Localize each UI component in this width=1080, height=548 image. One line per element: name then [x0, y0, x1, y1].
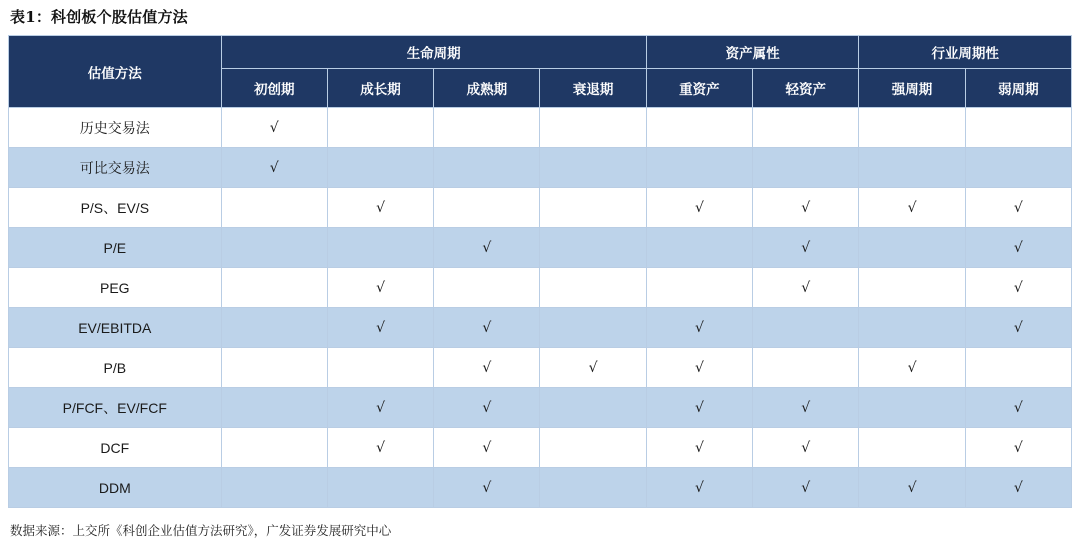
cell-empty	[965, 108, 1071, 148]
cell-check: √	[753, 228, 859, 268]
cell-check: √	[646, 308, 752, 348]
cell-empty	[753, 148, 859, 188]
cell-check: √	[753, 388, 859, 428]
cell-empty	[327, 108, 433, 148]
table-header-group-row	[9, 36, 1072, 69]
cell-empty	[965, 348, 1071, 388]
cell-empty	[221, 308, 327, 348]
cell-check: √	[965, 468, 1071, 508]
cell-empty	[540, 108, 646, 148]
cell-empty	[859, 308, 965, 348]
cell-check: √	[327, 308, 433, 348]
row-label: DCF	[9, 428, 222, 468]
row-label: P/FCF、EV/FCF	[9, 388, 222, 428]
cell-empty	[327, 148, 433, 188]
cell-check: √	[859, 188, 965, 228]
table-row	[9, 308, 1072, 348]
cell-empty	[540, 228, 646, 268]
cell-check: √	[434, 428, 540, 468]
cell-empty	[753, 308, 859, 348]
cell-check: √	[859, 348, 965, 388]
cell-empty	[540, 468, 646, 508]
document-page	[0, 6, 1080, 548]
cell-check: √	[327, 388, 433, 428]
header-growth-stage: 成长期	[327, 69, 433, 108]
cell-check: √	[327, 428, 433, 468]
table-row	[9, 148, 1072, 188]
table-header	[9, 36, 1072, 108]
table-row	[9, 348, 1072, 388]
cell-check: √	[434, 388, 540, 428]
header-valuation-method: 估值方法	[9, 36, 222, 108]
cell-check: √	[753, 468, 859, 508]
row-label: P/E	[9, 228, 222, 268]
cell-empty	[434, 268, 540, 308]
table-caption: 表1：科创板个股估值方法	[10, 8, 188, 26]
cell-check: √	[859, 468, 965, 508]
header-heavy-asset: 重资产	[646, 69, 752, 108]
cell-check: √	[646, 388, 752, 428]
cell-empty	[327, 228, 433, 268]
cell-empty	[859, 108, 965, 148]
header-group-lifecycle: 生命周期	[221, 36, 646, 69]
cell-check: √	[965, 228, 1071, 268]
cell-check: √	[965, 428, 1071, 468]
cell-empty	[646, 228, 752, 268]
cell-check: √	[327, 268, 433, 308]
cell-empty	[221, 228, 327, 268]
cell-check: √	[434, 348, 540, 388]
cell-check: √	[540, 348, 646, 388]
source-note: 数据来源：上交所《科创企业估值方法研究》，广发证券发展研究中心	[10, 523, 392, 538]
row-label: DDM	[9, 468, 222, 508]
cell-check: √	[221, 108, 327, 148]
cell-empty	[859, 228, 965, 268]
cell-empty	[859, 428, 965, 468]
cell-check: √	[646, 468, 752, 508]
header-strong-cycle: 强周期	[859, 69, 965, 108]
table-row	[9, 428, 1072, 468]
valuation-method-table	[8, 35, 1072, 508]
cell-empty	[221, 188, 327, 228]
cell-empty	[221, 468, 327, 508]
cell-empty	[753, 108, 859, 148]
cell-empty	[540, 268, 646, 308]
cell-empty	[327, 348, 433, 388]
table-row	[9, 268, 1072, 308]
table-body	[9, 108, 1072, 508]
cell-check: √	[753, 428, 859, 468]
table-row	[9, 228, 1072, 268]
row-label: 历史交易法	[9, 108, 222, 148]
cell-empty	[221, 348, 327, 388]
cell-check: √	[965, 268, 1071, 308]
row-label: P/S、EV/S	[9, 188, 222, 228]
cell-empty	[540, 428, 646, 468]
cell-check: √	[646, 188, 752, 228]
cell-check: √	[434, 308, 540, 348]
row-label: EV/EBITDA	[9, 308, 222, 348]
table-row	[9, 468, 1072, 508]
cell-empty	[434, 188, 540, 228]
header-mature-stage: 成熟期	[434, 69, 540, 108]
cell-empty	[859, 268, 965, 308]
cell-check: √	[965, 308, 1071, 348]
cell-empty	[221, 428, 327, 468]
row-label: 可比交易法	[9, 148, 222, 188]
cell-empty	[859, 148, 965, 188]
cell-check: √	[965, 388, 1071, 428]
row-label: PEG	[9, 268, 222, 308]
cell-empty	[540, 148, 646, 188]
cell-empty	[646, 268, 752, 308]
cell-check: √	[646, 428, 752, 468]
cell-check: √	[965, 188, 1071, 228]
cell-empty	[540, 188, 646, 228]
cell-empty	[434, 108, 540, 148]
cell-check: √	[434, 468, 540, 508]
header-startup-stage: 初创期	[221, 69, 327, 108]
table-row	[9, 388, 1072, 428]
row-label: P/B	[9, 348, 222, 388]
table-row	[9, 188, 1072, 228]
cell-empty	[540, 308, 646, 348]
cell-check: √	[753, 188, 859, 228]
cell-check: √	[327, 188, 433, 228]
header-group-industry-cyclicality: 行业周期性	[859, 36, 1072, 69]
cell-empty	[859, 388, 965, 428]
cell-empty	[646, 108, 752, 148]
cell-empty	[753, 348, 859, 388]
cell-empty	[221, 388, 327, 428]
cell-check: √	[753, 268, 859, 308]
cell-check: √	[221, 148, 327, 188]
header-decline-stage: 衰退期	[540, 69, 646, 108]
header-light-asset: 轻资产	[753, 69, 859, 108]
cell-empty	[434, 148, 540, 188]
cell-empty	[646, 148, 752, 188]
table-row	[9, 108, 1072, 148]
cell-empty	[221, 268, 327, 308]
header-group-asset-attribute: 资产属性	[646, 36, 859, 69]
cell-empty	[965, 148, 1071, 188]
cell-empty	[327, 468, 433, 508]
cell-empty	[540, 388, 646, 428]
cell-check: √	[434, 228, 540, 268]
header-weak-cycle: 弱周期	[965, 69, 1071, 108]
cell-check: √	[646, 348, 752, 388]
